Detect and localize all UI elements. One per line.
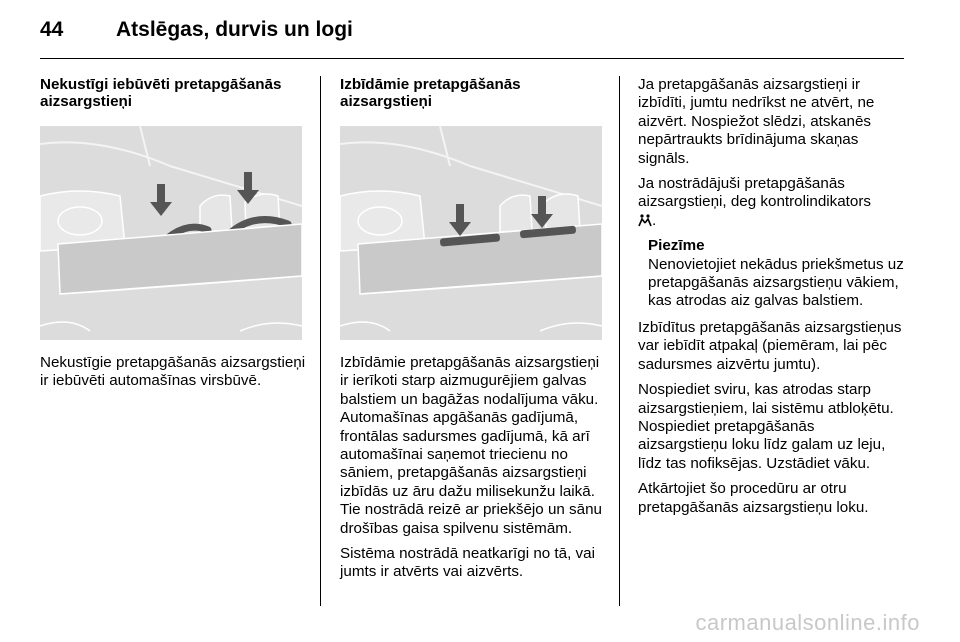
body-text-indicator	[638, 175, 906, 230]
note-title: Piezīme	[648, 237, 705, 255]
page-number: 44	[40, 18, 64, 41]
body-text: Ja pretapgāšanās aizsargstieņi ir izbīdīti, jumtu nedrīkst ne atvērt, ne aizvērt. Nospiežot slēdzi, atskanēs nepārtraukts brīdinājuma skaņas signāls.	[638, 76, 875, 167]
column-divider-left	[320, 76, 321, 606]
figure-extendable-rollbars	[340, 126, 602, 340]
body-text: Atkārtojiet šo procedūru ar otru pretapgāšanās aizsargstieņu loku.	[638, 480, 869, 516]
column-extendable-rollbars	[340, 76, 608, 589]
car-illustration-fixed	[40, 126, 302, 340]
body-text: Nospiediet sviru, kas atrodas starp aizsargstieņiem, lai sistēmu atbloķētu. Nospiediet pretapgāšanās aizsargstieņu loku līdz galam uz leju, līdz tas nofiksējas. Uzstādiet vāku.	[638, 381, 894, 472]
section-heading-extendable: Izbīdāmie pretapgāšanās aizsargstieņi	[340, 76, 521, 110]
car-illustration-extendable	[340, 126, 602, 340]
column-fixed-rollbars	[40, 76, 308, 398]
figure-fixed-rollbars	[40, 126, 302, 340]
body-text: Sistēma nostrādā neatkarīgi no tā, vai jumts ir atvērts vai aizvērts.	[340, 545, 595, 581]
body-text: Izbīdītus pretapgāšanās aizsargstieņus var iebīdīt atpakaļ (piemēram, lai pēc sadursmes aizvērtu jumtu).	[638, 318, 902, 373]
note-box	[648, 237, 906, 311]
section-heading-fixed: Nekustīgi iebūvēti pretapgāšanās aizsargstieņi	[40, 76, 282, 110]
watermark: carmanualsonline.info	[695, 610, 920, 635]
indicator-text: Ja nostrādājuši pretapgāšanās aizsargstieņi, deg kontrolindikators	[638, 175, 871, 211]
page-title: Atslēgas, durvis un logi	[116, 18, 353, 41]
body-text: Izbīdāmie pretapgāšanās aizsargstieņi ir ierīkoti starp aizmugurējiem galvas balstiem un bagāžas nodalījuma vāku. Automašīnas apgāšanās gadījumā, frontālas sadursmes gadījumā, kā arī automašīnai saņemot triecienu no sāniem, pretapgāšanās aizsargstieņi izbīdās uz āru dažu milisekunžu laikā. Tie nostrādā reizē ar priekšējo un sānu drošības gaisa spilvenu sistēmām.	[340, 354, 602, 537]
body-text: Nekustīgie pretapgāšanās aizsargstieņi ir iebūvēti automašīnas virsbūvē.	[40, 354, 306, 390]
header-rule	[40, 58, 904, 59]
indicator-suffix: .	[652, 211, 657, 229]
column-divider-right	[619, 76, 620, 606]
column-instructions	[638, 76, 906, 524]
rollover-warning-icon	[638, 214, 652, 227]
note-body: Nenovietojiet nekādus priekšmetus uz pretapgāšanās aizsargstieņu vākiem, kas atrodas aiz galvas balstiem.	[648, 255, 904, 310]
